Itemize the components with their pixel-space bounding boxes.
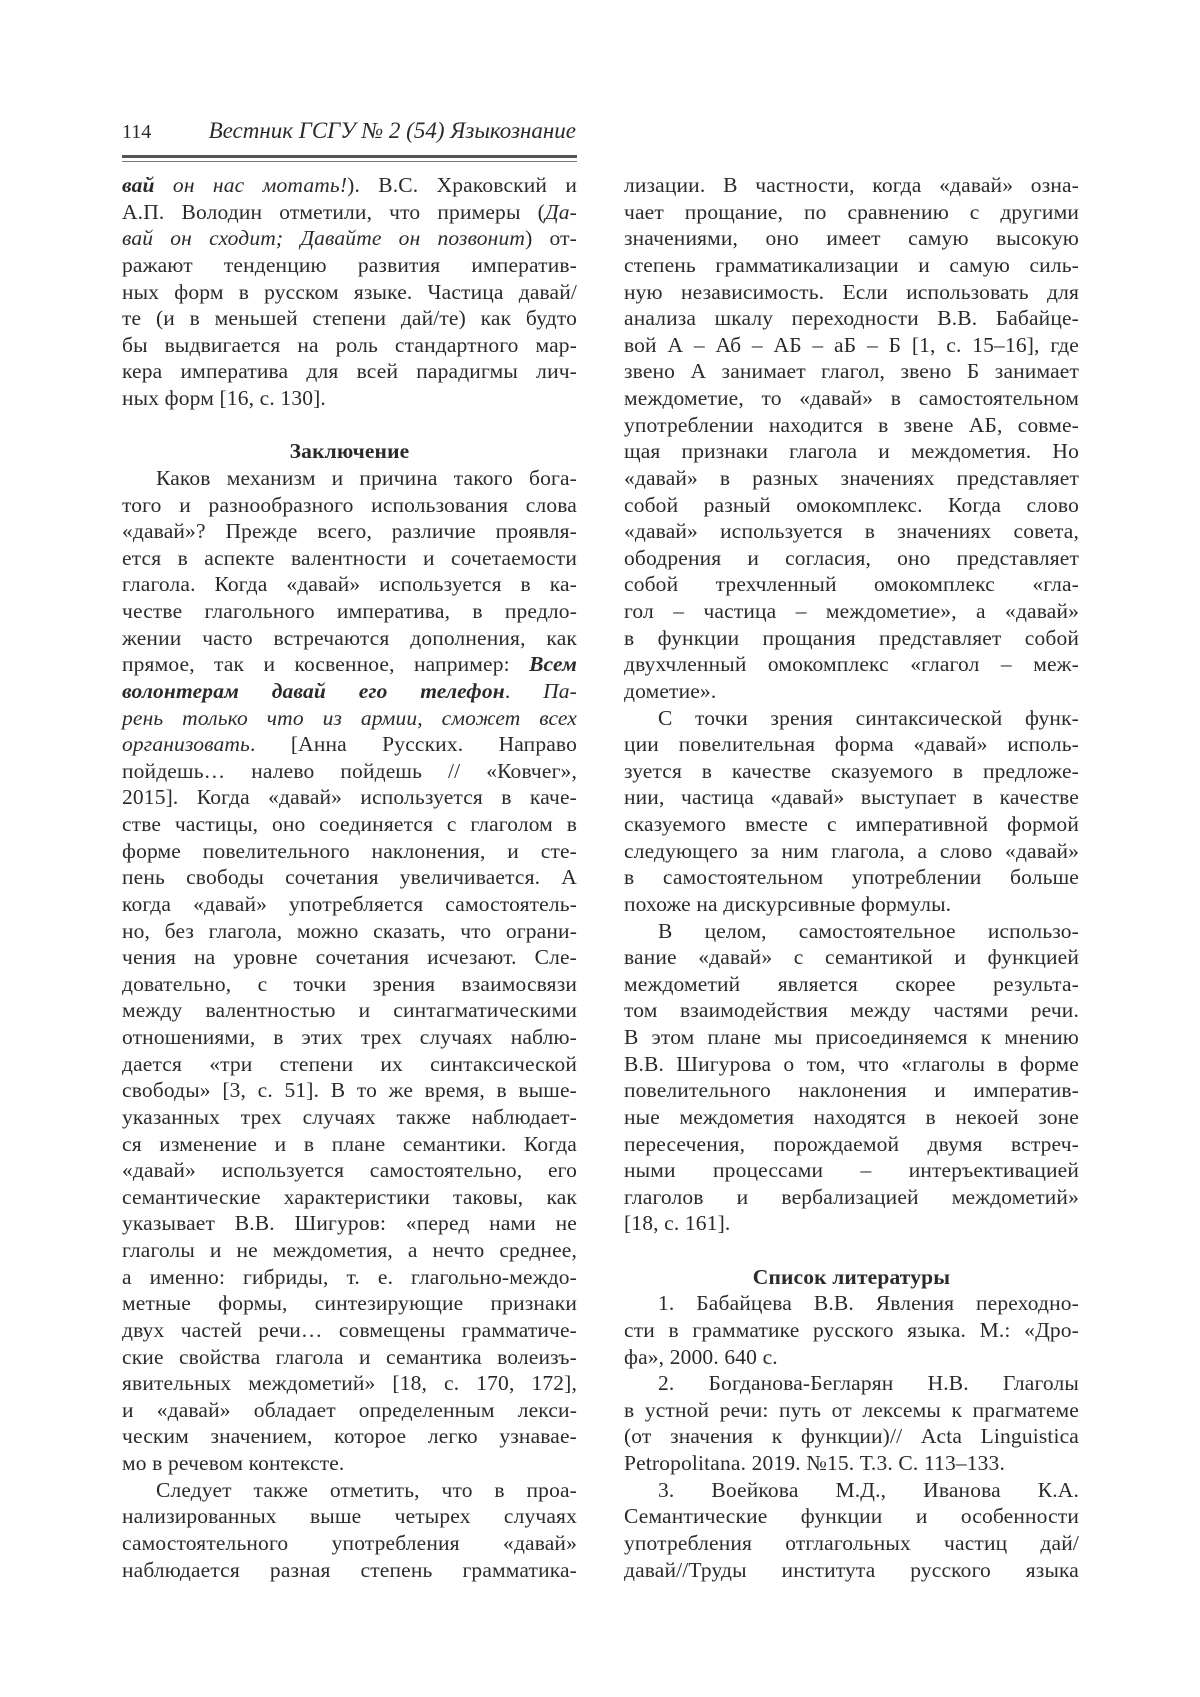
text-line: но, без глагола, можно сказать, что ограни- xyxy=(122,918,577,945)
text-segment: ). В.С. Храковский и xyxy=(347,173,577,197)
text-line: ные междометия находятся в некоей зоне xyxy=(624,1104,1079,1131)
text-line: Petropolitana. 2019. №15. Т.3. С. 113–133. xyxy=(624,1450,1079,1477)
text-line: ские свойства глагола и семантика волеизъ- xyxy=(122,1344,577,1371)
text-line: дается «три степени их синтаксической xyxy=(122,1051,577,1078)
text-line xyxy=(122,172,577,199)
text-line: метные формы, синтезирующие признаки xyxy=(122,1290,577,1317)
section-heading: Список литературы xyxy=(624,1264,1079,1291)
text-segment: А.П. Володин отметили, что примеры ( xyxy=(122,200,545,224)
text-line: собой разный омокомплекс. Когда слово xyxy=(624,492,1079,519)
text-line xyxy=(122,225,577,252)
text-line xyxy=(122,199,577,226)
text-line: давай//Труды института русского языка xyxy=(624,1557,1079,1584)
text-line: ободрения и согласия, оно представляет xyxy=(624,545,1079,572)
text-line: 1. Бабайцева В.В. Явления переходно- xyxy=(624,1290,1079,1317)
text-line: сти в грамматике русского языка. М.: «Дро- xyxy=(624,1317,1079,1344)
text-line: ных форм в русском языке. Частица давай/ xyxy=(122,279,577,306)
text-line: кера императива для всей парадигмы лич- xyxy=(122,358,577,385)
text-line: С точки зрения синтаксической функ- xyxy=(624,705,1079,732)
text-line: нализированных выше четырех случаях xyxy=(122,1503,577,1530)
text-line: том взаимодействия между частями речи. xyxy=(624,997,1079,1024)
text-line xyxy=(122,705,577,732)
text-line: довательно, с точки зрения взаимосвязи xyxy=(122,971,577,998)
text-line: повелительного наклонения и императив- xyxy=(624,1077,1079,1104)
text-line: глаголов и вербализацией междометий» xyxy=(624,1184,1079,1211)
text-line: щая признаки глагола и междометия. Но xyxy=(624,438,1079,465)
text-line: глаголы и не междометия, а нечто среднее, xyxy=(122,1237,577,1264)
text-line: звено А занимает глагол, звено Б занимает xyxy=(624,358,1079,385)
text-line: двухчленный омокомплекс «глагол – меж- xyxy=(624,651,1079,678)
text-line: 2. Богданова-Бегларян Н.В. Глаголы xyxy=(624,1370,1079,1397)
blank-line xyxy=(624,1237,1079,1264)
text-line: «давай»? Прежде всего, различие проявля- xyxy=(122,518,577,545)
text-line: междометие, то «давай» в самостоятельном xyxy=(624,385,1079,412)
text-line: [18, с. 161]. xyxy=(624,1210,1079,1237)
text-line: в функции прощания представляет собой xyxy=(624,625,1079,652)
text-line: пойдешь… налево пойдешь // «Ковчег», xyxy=(122,758,577,785)
text-line: ную независимость. Если использовать для xyxy=(624,279,1079,306)
text-segment: ) от- xyxy=(525,226,577,250)
text-line: 3. Воейкова М.Д., Иванова К.А. xyxy=(624,1477,1079,1504)
text-line xyxy=(122,651,577,678)
text-line: следующего за ним глагола, а слово «давай» xyxy=(624,838,1079,865)
text-segment: . xyxy=(505,679,543,703)
emphasized-text: рень только что из армии, сможет всех xyxy=(122,706,577,730)
text-line: двух частей речи… совмещены грамматиче- xyxy=(122,1317,577,1344)
text-line: стве частицы, оно соединяется с глаголом в xyxy=(122,811,577,838)
text-line: 2015]. Когда «давай» используется в каче- xyxy=(122,784,577,811)
text-line: в самостоятельном употреблении больше xyxy=(624,864,1079,891)
text-line: того и разнообразного использования слова xyxy=(122,492,577,519)
text-line: чения на уровне сочетания исчезают. Сле- xyxy=(122,944,577,971)
text-line: глагола. Когда «давай» используется в ка- xyxy=(122,571,577,598)
text-line xyxy=(122,731,577,758)
emphasized-text: он нас мотать! xyxy=(155,173,348,197)
text-line: а именно: гибриды, т. е. глагольно-междо- xyxy=(122,1264,577,1291)
emphasized-text: организовать xyxy=(122,732,250,756)
text-line: Каков механизм и причина такого бога- xyxy=(122,465,577,492)
text-line: отношениями, в этих трех случаях наблю- xyxy=(122,1024,577,1051)
text-segment: . [Анна Русских. Направо xyxy=(250,732,577,756)
emphasized-text: вай он сходит; Давайте он позвонит xyxy=(122,226,525,250)
text-line: сказуемого вместе с императивной формой xyxy=(624,811,1079,838)
section-heading: Заключение xyxy=(122,438,577,465)
blank-line xyxy=(122,412,577,439)
text-line: свободы» [3, с. 51]. В то же время, в выше- xyxy=(122,1077,577,1104)
text-line: форме повелительного наклонения, и сте- xyxy=(122,838,577,865)
text-line: «давай» в разных значениях представляет xyxy=(624,465,1079,492)
text-line: между валентностью и синтагматическими xyxy=(122,997,577,1024)
text-line: В целом, самостоятельное использо- xyxy=(624,918,1079,945)
text-line: ческим значением, которое легко узнавае- xyxy=(122,1423,577,1450)
text-line: зуется в качестве сказуемого в предложе- xyxy=(624,758,1079,785)
text-line: употреблении находится в звене АБ, совме- xyxy=(624,412,1079,439)
text-line: Семантические функции и особенности xyxy=(624,1503,1079,1530)
emphasized-text: Да- xyxy=(545,200,577,224)
text-line: ными процессами – интеръективацией xyxy=(624,1157,1079,1184)
text-line: ции повелительная форма «давай» исполь- xyxy=(624,731,1079,758)
text-segment: прямое, так и косвенное, например: xyxy=(122,652,529,676)
text-line: анализа шкалу переходности В.В. Бабайце- xyxy=(624,305,1079,332)
text-line: гол – частица – междометие», а «давай» xyxy=(624,598,1079,625)
text-line: когда «давай» употребляется самостоятель- xyxy=(122,891,577,918)
page-number: 114 xyxy=(122,118,151,146)
text-line: значениями, оно имеет самую высокую xyxy=(624,225,1079,252)
text-line: и «давай» обладает определенным лекси- xyxy=(122,1397,577,1424)
header-rule xyxy=(122,155,577,162)
text-line: степень грамматикализации и самую силь- xyxy=(624,252,1079,279)
text-line: мо в речевом контексте. xyxy=(122,1450,577,1477)
text-line: те (и в меньшей степени дай/те) как будто xyxy=(122,305,577,332)
text-line: самостоятельного употребления «давай» xyxy=(122,1530,577,1557)
text-line: употребления отглагольных частиц дай/ xyxy=(624,1530,1079,1557)
text-line: в устной речи: путь от лексемы к прагматеме xyxy=(624,1397,1079,1424)
text-line: наблюдается разная степень грамматика- xyxy=(122,1557,577,1584)
text-line: ных форм [16, с. 130]. xyxy=(122,385,577,412)
text-line: пересечения, порождаемой двумя встреч- xyxy=(624,1131,1079,1158)
right-column xyxy=(624,172,1079,1583)
text-line: фа», 2000. 640 с. xyxy=(624,1344,1079,1371)
text-line: «давай» используется в значениях совета, xyxy=(624,518,1079,545)
text-line: «давай» используется самостоятельно, его xyxy=(122,1157,577,1184)
text-line: жении часто встречаются дополнения, как xyxy=(122,625,577,652)
text-line: указывает В.В. Шигуров: «перед нами не xyxy=(122,1210,577,1237)
emphasized-text: волонтерам давай его телефон xyxy=(122,679,505,703)
text-line: семантические характеристики таковы, как xyxy=(122,1184,577,1211)
emphasized-text: Всем xyxy=(529,652,577,676)
text-line: ражают тенденцию развития императив- xyxy=(122,252,577,279)
emphasized-text: Па- xyxy=(543,679,577,703)
text-line: бы выдвигается на роль стандартного мар- xyxy=(122,332,577,359)
text-line xyxy=(122,678,577,705)
emphasized-text: вай xyxy=(122,173,155,197)
text-line: В.В. Шигурова о том, что «глаголы в форме xyxy=(624,1051,1079,1078)
text-line: явительных междометий» [18, с. 170, 172], xyxy=(122,1370,577,1397)
text-line: лизации. В частности, когда «давай» озна- xyxy=(624,172,1079,199)
text-line: вание «давай» с семантикой и функцией xyxy=(624,944,1079,971)
text-line: междометий является скорее результа- xyxy=(624,971,1079,998)
text-line: вой А – Аб – АБ – аБ – Б [1, с. 15–16], где xyxy=(624,332,1079,359)
text-line: пень свободы сочетания увеличивается. А xyxy=(122,864,577,891)
text-line: (от значения к функции)// Acta Linguistica xyxy=(624,1423,1079,1450)
text-line: Следует также отметить, что в проа- xyxy=(122,1477,577,1504)
text-line: указанных трех случаях также наблюдает- xyxy=(122,1104,577,1131)
text-line: похоже на дискурсивные формулы. xyxy=(624,891,1079,918)
text-line: собой трехчленный омокомплекс «гла- xyxy=(624,571,1079,598)
text-line: чает прощание, по сравнению с другими xyxy=(624,199,1079,226)
text-line: ется в аспекте валентности и сочетаемости xyxy=(122,545,577,572)
text-line: В этом плане мы присоединяемся к мнению xyxy=(624,1024,1079,1051)
text-line: дометие». xyxy=(624,678,1079,705)
left-column xyxy=(122,172,577,1583)
text-line: честве глагольного императива, в предло- xyxy=(122,598,577,625)
journal-title: Вестник ГСГУ № 2 (54) Языкознание xyxy=(183,116,576,146)
text-line: ся изменение и в плане семантики. Когда xyxy=(122,1131,577,1158)
text-line: нии, частица «давай» выступает в качестве xyxy=(624,784,1079,811)
